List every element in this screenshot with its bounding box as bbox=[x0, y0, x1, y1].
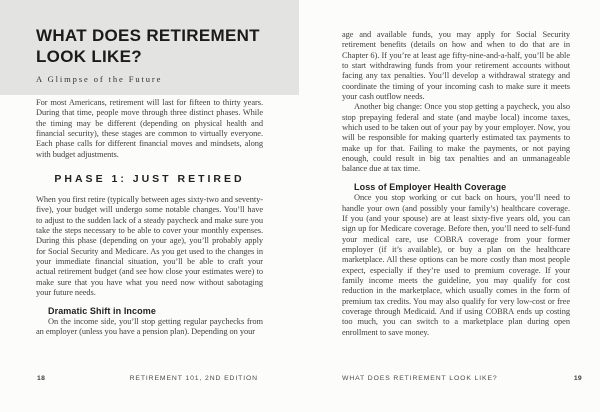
health-coverage-paragraph: Once you stop working or cut back on hours, you’ll need to handle your own (and possibly your family’s) healthcare coverage. If you (and your spouse) are at least sixty-five years old, you can sign up for Medicare coverage. Before then, you’ll need to self-fund your medical care, use COBRA coverage from your former employer (if it’s available), or buy a plan on the healthcare marketplace. All these options can be more costly than most people expect, especially if they’re used to premium coverage. If your family income meets the guideline, you may qualify for cost reduction in the marketplace, which usually comes in the form of premium tax credits. You may also qualify for very low-cost or free coverage through Medicaid. And if using COBRA ends up costing too much, you can switch to a marketplace plan during open enrollment to save money. bbox=[342, 193, 570, 337]
phase-1-heading: PHASE 1: JUST RETIRED bbox=[54, 173, 245, 186]
left-page-text-column bbox=[36, 98, 263, 366]
intro-paragraph: For most Americans, retirement will last for fifteen to thirty years. During that time, people move through three distinct phases. While the timing may be different (depending on physical health and financial security), these stages are common to virtually everyone. Each phase calls for different financial moves and mindsets, along with budget adjustments. bbox=[36, 98, 263, 159]
continuation-paragraph: age and available funds, you may apply for Social Security retirement benefits (details on how and when to do that are in Chapter 6). If you’re at least age fifty-nine-and-a-half, you’ll be able to start withdrawing funds from your retirement accounts without facing any tax penalties. You’ll develop a withdrawal strategy and coordinate the timing of your incoming cash to make sure it meets your cash outflow needs. bbox=[342, 30, 570, 102]
tax-change-paragraph: Another big change: Once you stop getting a paycheck, you also stop prepaying federal and state (and maybe local) income taxes, which used to be taken out of your pay by your employer. Now, you will be responsible for making quarterly estimated tax payments to make up for that. Failing to make the payments, or not paying enough, could result in big tax penalties and an unmanageable balance due at tax time. bbox=[342, 102, 570, 174]
left-page-number: 18 bbox=[37, 375, 46, 382]
right-page-text-column bbox=[342, 30, 570, 366]
left-page-footer bbox=[37, 375, 258, 382]
chapter-title: WHAT DOES RETIREMENT LOOK LIKE? bbox=[36, 26, 260, 66]
left-running-title: RETIREMENT 101, 2ND EDITION bbox=[129, 375, 258, 382]
chapter-subtitle: A Glimpse of the Future bbox=[36, 74, 163, 84]
right-running-title: WHAT DOES RETIREMENT LOOK LIKE? bbox=[342, 375, 498, 382]
right-page-footer bbox=[342, 375, 582, 382]
subheading-loss-of-employer-health-coverage: Loss of Employer Health Coverage bbox=[354, 181, 507, 192]
income-shift-paragraph: On the income side, you’ll stop getting regular paychecks from an employer (unless you have a pension plan). Depending on your bbox=[36, 317, 263, 337]
chapter-header-block bbox=[0, 0, 299, 95]
right-page-number: 19 bbox=[573, 375, 582, 382]
phase-1-paragraph: When you first retire (typically between ages sixty-two and seventy-five), your budget will undergo some notable changes. You’ll have to adjust to the sudden lack of a steady paycheck and make sure you take the steps necessary to be able to cover your monthly expenses. During this phase (depending on your age), you’ll probably apply for Social Security and Medicare. As you get used to the changes in your immediate financial situation, you’ll be able to craft your actual retirement budget (and see how close your estimates were) to make sure that you have what you need now without sabotaging your future needs. bbox=[36, 195, 263, 298]
page-right bbox=[300, 0, 600, 412]
subheading-dramatic-shift-in-income: Dramatic Shift in Income bbox=[48, 305, 156, 316]
